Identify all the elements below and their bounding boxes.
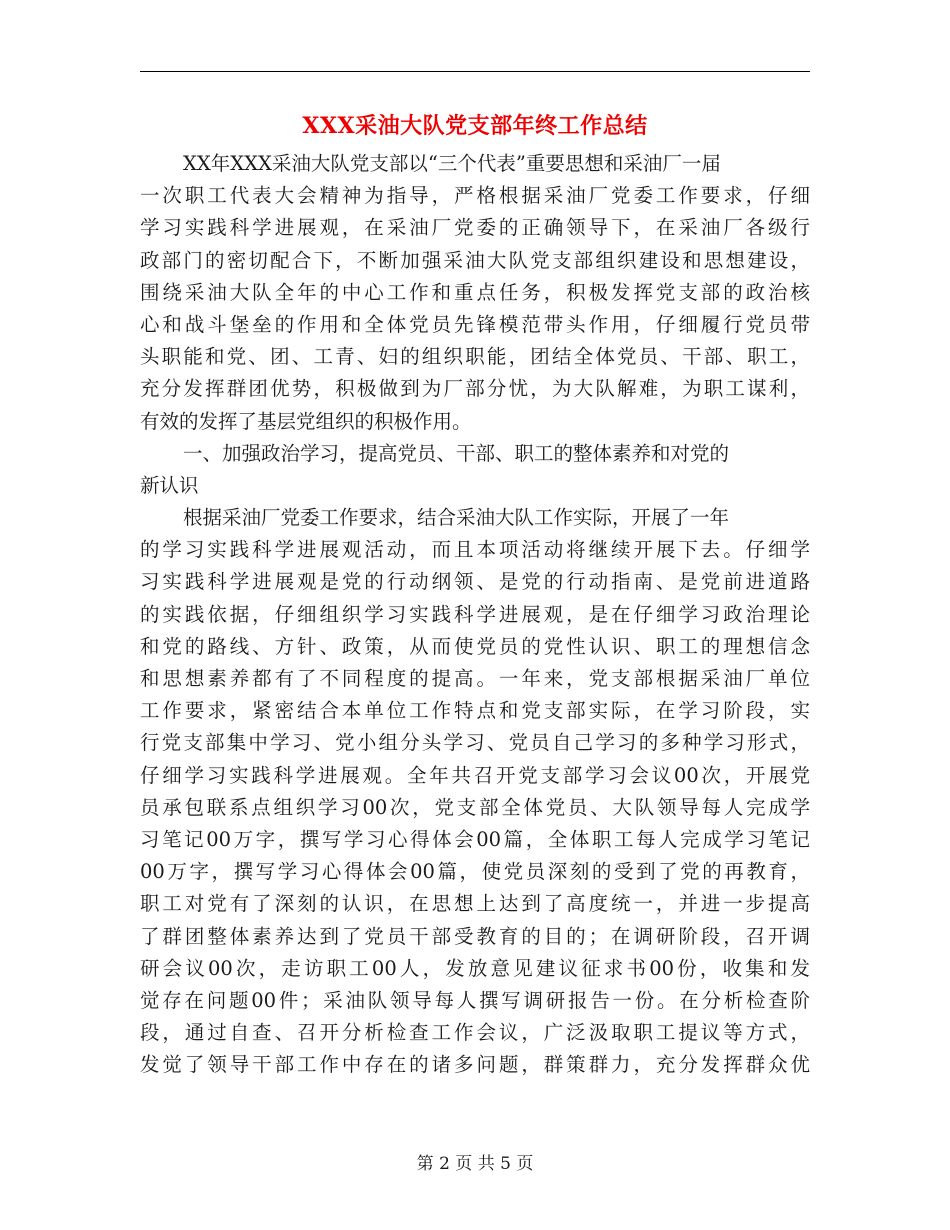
document-body xyxy=(140,148,810,1081)
text-line: 学习实践科学进展观，在采油厂党委的正确领导下，在采油厂各级行 xyxy=(140,216,810,240)
text-line: 仔细学习实践科学进展观。全年共召开党支部学习会议00次，开展党 xyxy=(140,763,810,787)
text-line: 习笔记00万字，撰写学习心得体会00篇，全体职工每人完成学习笔记 xyxy=(140,827,810,851)
text-line: 段，通过自查、召开分析检查工作会议，广泛汲取职工提议等方式， xyxy=(140,1021,810,1045)
page-title: XXX采油大队党支部年终工作总结 xyxy=(302,113,648,139)
text-line: 工作要求，紧密结合本单位工作特点和党支部实际，在学习阶段，实 xyxy=(140,699,810,723)
section-heading-line: 一、加强政治学习，提高党员、干部、职工的整体素养和对党的 xyxy=(183,441,730,465)
text-line: 研会议00次，走访职工00人，发放意见建议征求书00份，收集和发 xyxy=(140,956,810,980)
text-line: 政部门的密切配合下，不断加强采油大队党支部组织建设和思想建设， xyxy=(140,248,810,272)
text-line: 心和战斗堡垒的作用和全体党员先锋模范带头作用，仔细履行党员带 xyxy=(140,312,810,336)
page-number-footer: 第 2 页 共 5 页 xyxy=(416,1154,534,1174)
text-line: 头职能和党、团、工青、妇的组织职能，团结全体党员、干部、职工， xyxy=(140,345,810,369)
section-heading-line: 新认识 xyxy=(140,473,199,497)
text-line: 和党的路线、方针、政策，从而使党员的党性认识、职工的理想信念 xyxy=(140,634,810,658)
text-line: 了群团整体素养达到了党员干部受教育的目的；在调研阶段，召开调 xyxy=(140,924,810,948)
text-line: XX年XXX采油大队党支部以“三个代表”重要思想和采油厂一届 xyxy=(183,152,721,175)
text-line: 根据采油厂党委工作要求，结合采油大队工作实际，开展了一年 xyxy=(183,506,730,530)
text-line: 职工对党有了深刻的认识，在思想上达到了高度统一，并进一步提高 xyxy=(140,892,810,916)
text-line: 充分发挥群团优势，积极做到为厂部分忧，为大队解难，为职工谋利， xyxy=(140,377,810,401)
text-line: 习实践科学进展观是党的行动纲领、是党的行动指南、是党前进道路 xyxy=(140,570,810,594)
text-line: 觉存在问题00件；采油队领导每人撰写调研报告一份。在分析检查阶 xyxy=(140,988,810,1012)
text-line: 一次职工代表大会精神为指导，严格根据采油厂党委工作要求，仔细 xyxy=(140,184,810,208)
text-line: 员承包联系点组织学习00次，党支部全体党员、大队领导每人完成学 xyxy=(140,795,810,819)
text-line: 发觉了领导干部工作中存在的诸多问题，群策群力，充分发挥群众优 xyxy=(140,1053,810,1077)
text-line: 00万字，撰写学习心得体会00篇，使党员深刻的受到了党的再教育， xyxy=(140,860,810,884)
text-line: 围绕采油大队全年的中心工作和重点任务，积极发挥党支部的政治核 xyxy=(140,280,810,304)
text-line: 有效的发挥了基层党组织的积极作用。 xyxy=(140,409,472,433)
text-line: 行党支部集中学习、党小组分头学习、党员自己学习的多种学习形式， xyxy=(140,731,810,755)
text-line: 的学习实践科学进展观活动，而且本项活动将继续开展下去。仔细学 xyxy=(140,538,810,562)
text-line: 和思想素养都有了不同程度的提高。一年来，党支部根据采油厂单位 xyxy=(140,667,810,690)
header-rule xyxy=(140,71,810,72)
text-line: 的实践依据，仔细组织学习实践科学进展观，是在仔细学习政治理论 xyxy=(140,602,810,626)
